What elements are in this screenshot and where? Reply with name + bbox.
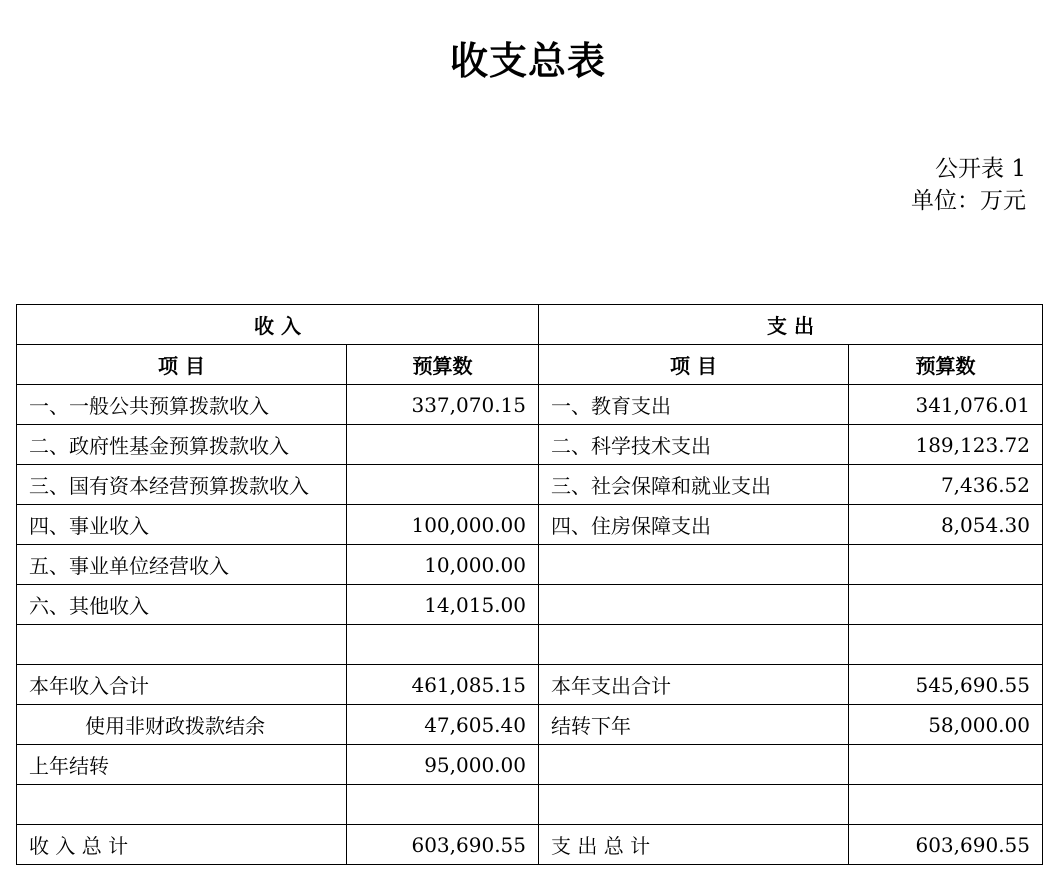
expense-amount [849, 625, 1043, 665]
unit-label: 单位：万元 [911, 188, 1026, 214]
income-amount: 603,690.55 [347, 825, 539, 865]
income-item: 一、一般公共预算拨款收入 [17, 385, 347, 425]
budget-table [16, 304, 1043, 865]
expense-item: 本年支出合计 [539, 665, 849, 705]
income-item-header: 项 目 [17, 345, 347, 385]
income-item: 上年结转 [17, 745, 347, 785]
expense-item: 结转下年 [539, 705, 849, 745]
table-row [17, 425, 1043, 465]
expense-amount-header: 预算数 [849, 345, 1043, 385]
expense-item [539, 625, 849, 665]
expense-item [539, 745, 849, 785]
expense-item: 一、教育支出 [539, 385, 849, 425]
expense-amount: 7,436.52 [849, 465, 1043, 505]
table-row [17, 585, 1043, 625]
expense-amount: 603,690.55 [849, 825, 1043, 865]
expense-item: 三、社会保障和就业支出 [539, 465, 849, 505]
income-item: 六、其他收入 [17, 585, 347, 625]
income-amount-header: 预算数 [347, 345, 539, 385]
expense-item: 支 出 总 计 [539, 825, 849, 865]
income-item: 二、政府性基金预算拨款收入 [17, 425, 347, 465]
table-row [17, 665, 1043, 705]
income-amount [347, 425, 539, 465]
expense-item [539, 585, 849, 625]
expense-item-header: 项 目 [539, 345, 849, 385]
header-row-columns [17, 345, 1043, 385]
table-row [17, 625, 1043, 665]
expense-item: 四、住房保障支出 [539, 505, 849, 545]
income-amount [347, 625, 539, 665]
income-item [17, 625, 347, 665]
table-row [17, 825, 1043, 865]
income-amount [347, 465, 539, 505]
table-row [17, 545, 1043, 585]
income-item: 五、事业单位经营收入 [17, 545, 347, 585]
table-number: 公开表 1 [935, 156, 1026, 182]
table-row [17, 385, 1043, 425]
table-row [17, 465, 1043, 505]
table-row [17, 745, 1043, 785]
income-amount: 461,085.15 [347, 665, 539, 705]
expense-item: 二、科学技术支出 [539, 425, 849, 465]
income-amount: 10,000.00 [347, 545, 539, 585]
expense-amount [849, 785, 1043, 825]
income-section-header: 收 入 [17, 305, 539, 345]
table-row [17, 505, 1043, 545]
expense-amount [849, 745, 1043, 785]
expense-amount: 341,076.01 [849, 385, 1043, 425]
income-item: 四、事业收入 [17, 505, 347, 545]
income-amount: 14,015.00 [347, 585, 539, 625]
income-amount: 337,070.15 [347, 385, 539, 425]
income-item: 使用非财政拨款结余 [17, 705, 347, 745]
income-item: 本年收入合计 [17, 665, 347, 705]
income-amount: 100,000.00 [347, 505, 539, 545]
budget-table-body [17, 305, 1043, 865]
expense-amount: 58,000.00 [849, 705, 1043, 745]
table-row [17, 705, 1043, 745]
income-amount: 95,000.00 [347, 745, 539, 785]
income-item: 收 入 总 计 [17, 825, 347, 865]
expense-amount [849, 545, 1043, 585]
income-amount [347, 785, 539, 825]
income-amount: 47,605.40 [347, 705, 539, 745]
expense-amount: 8,054.30 [849, 505, 1043, 545]
expense-amount: 189,123.72 [849, 425, 1043, 465]
expense-item [539, 785, 849, 825]
expense-amount: 545,690.55 [849, 665, 1043, 705]
page-title: 收支总表 [449, 39, 606, 83]
income-item [17, 785, 347, 825]
income-item: 三、国有资本经营预算拨款收入 [17, 465, 347, 505]
expense-amount [849, 585, 1043, 625]
header-row-sections [17, 305, 1043, 345]
table-row [17, 785, 1043, 825]
expense-item [539, 545, 849, 585]
expense-section-header: 支 出 [539, 305, 1043, 345]
